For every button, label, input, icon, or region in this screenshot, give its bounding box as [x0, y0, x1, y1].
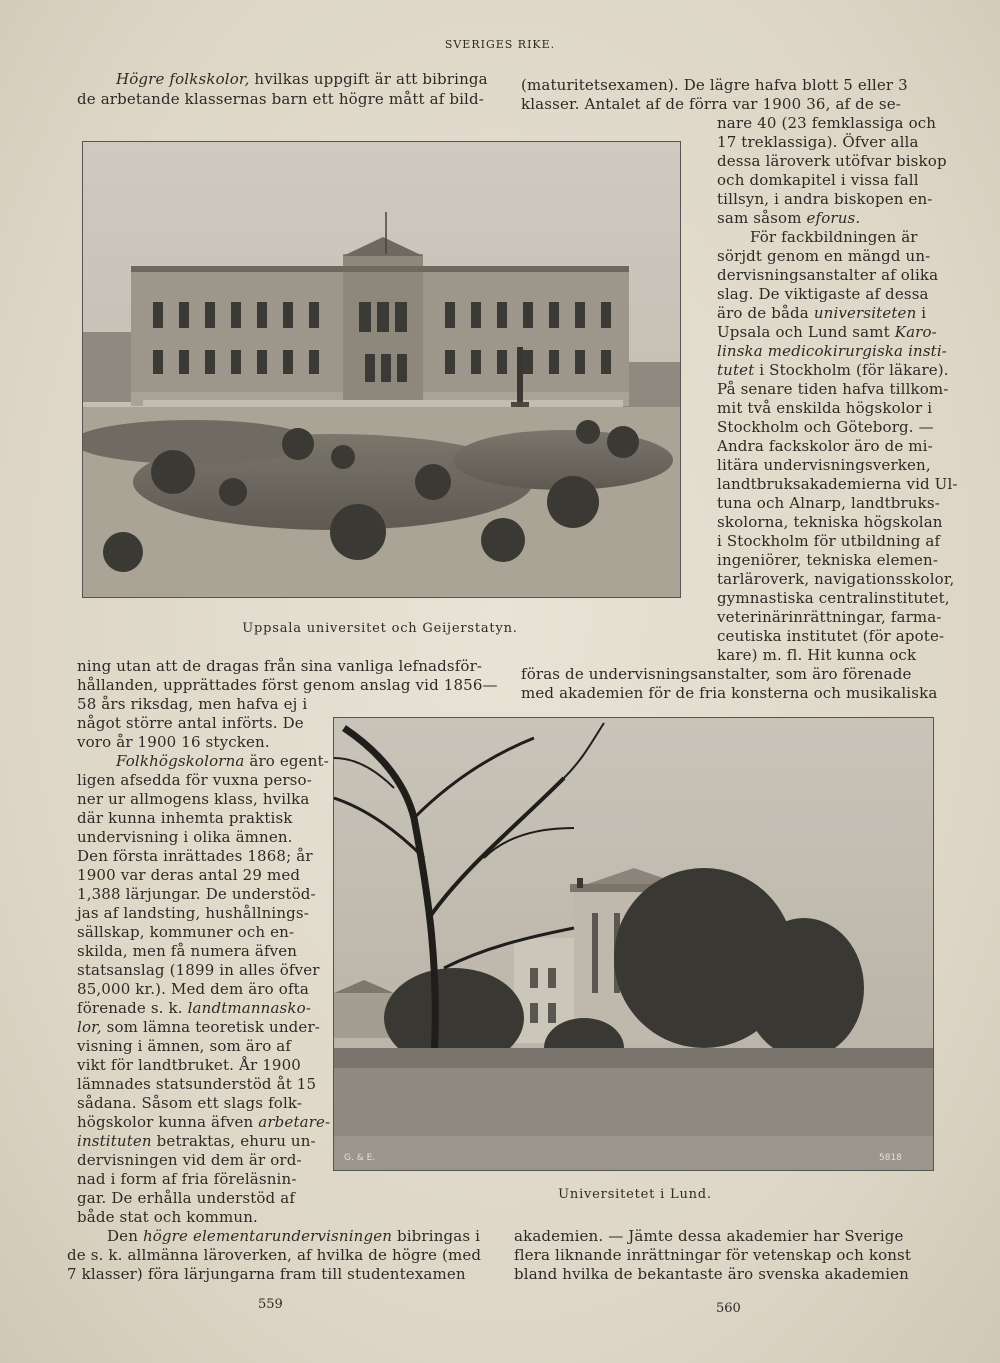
left-narrow-line: sådana. Såsom ett slags folk-	[77, 1094, 303, 1112]
left-continuation-line-4: något större antal införts. De	[77, 714, 304, 732]
uppsala-illustration	[83, 142, 680, 597]
right-narrow-line: och domkapitel i vissa fall	[717, 171, 919, 189]
right-karo-post: i Stockholm (för läkare).	[754, 361, 949, 379]
page-number-left: 559	[258, 1297, 283, 1312]
right-univ-post: i	[916, 304, 927, 322]
right-narrow-line: tarläroverk, navigationsskolor,	[717, 570, 955, 588]
left-narrow-line: ner ur allmogens klass, hvilka	[77, 790, 310, 808]
right-narrow-line: litära undervisningsverken,	[717, 456, 931, 474]
left-narrow-line: nad i form af fria föreläsnin-	[77, 1170, 297, 1188]
right-wide-line-1: (maturitetsexamen). De lägre hafva blott 5 eller 3	[521, 76, 908, 94]
right-universiteten-line	[717, 305, 926, 323]
right-wide-mid-line-2: med akademien för de fria konsterna och musikaliska	[521, 684, 938, 702]
right-narrow-line: sörjdt genom en mängd un-	[717, 247, 931, 265]
page-number-right: 560	[716, 1301, 741, 1316]
left-narrow-line: Den första inrättades 1868; år	[77, 847, 313, 865]
right-narrow-line: 17 treklassiga). Öfver alla	[717, 133, 919, 151]
right-narrow-line: tuna och Alnarp, landtbruks-	[717, 494, 940, 512]
left-narrow-line: skilda, men få numera äfven	[77, 942, 298, 960]
left-folkhog-rest: äro egent-	[244, 752, 329, 770]
left-final-line-2: 7 klasser) föra lärjungarna fram till studentexamen	[67, 1265, 466, 1283]
left-narrow-line: lämnades statsunderstöd åt 15	[77, 1075, 317, 1093]
left-continuation-line-1: ning utan att de dragas från sina vanliga lefnadsför-	[77, 657, 483, 675]
right-narrow-line: landtbruksakademierna vid Ul-	[717, 475, 958, 493]
right-narrow-line: tillsyn, i andra biskopen en-	[717, 190, 933, 208]
left-landtmanna-line-1	[77, 1000, 311, 1018]
left-intro-line-1-rest: hvilkas uppgift är att bibringa	[249, 70, 488, 88]
right-narrow-line: kare) m. fl. Hit kunna ock	[717, 646, 917, 664]
left-narrow-line: 1900 var deras antal 29 med	[77, 866, 301, 884]
left-narrow-line: statsanslag (1899 in alles öfver	[77, 961, 320, 979]
left-narrow-line: 85,000 kr.). Med dem äro ofta	[77, 980, 309, 998]
left-narrow-line: undervisning i olika ämnen.	[77, 828, 293, 846]
term-landtmannaskolor-1: landtmannasko-	[187, 999, 312, 1017]
term-arbetareinstituten-2: instituten	[77, 1132, 152, 1150]
left-narrow-line: visning i ämnen, som äro af	[77, 1037, 292, 1055]
left-continuation-line-5: voro år 1900 16 stycken.	[77, 733, 270, 751]
left-narrow-line: jas af landsting, hushållnings-	[77, 904, 310, 922]
left-narrow-line: både stat och kommun.	[77, 1208, 258, 1226]
left-narrow-line: där kunna inhemta praktisk	[77, 809, 293, 827]
left-narrow-line: dervisningen vid dem är ord-	[77, 1151, 302, 1169]
photo-lund-university	[333, 717, 934, 1171]
photo-mark-right: 5818	[879, 1153, 902, 1163]
term-eforus: eforus.	[806, 209, 861, 227]
right-narrow-line: gymnastiska centralinstitutet,	[717, 589, 950, 607]
left-narrow-line: ligen afsedda för vuxna perso-	[77, 771, 312, 789]
right-narrow-line: Stockholm och Göteborg. —	[717, 418, 934, 436]
left-narrow-line: gar. De erhålla understöd af	[77, 1189, 296, 1207]
right-narrow-line: För fackbildningen är	[750, 228, 918, 246]
right-karo-pre: Upsala och Lund samt	[717, 323, 895, 341]
left-arbetare-line-2	[77, 1133, 316, 1151]
right-wide-mid-line-1: föras de undervisningsanstalter, som äro förenade	[521, 665, 912, 683]
right-narrow-line: dessa läroverk utöfvar biskop	[717, 152, 947, 170]
right-narrow-line: mit två enskilda högskolor i	[717, 399, 933, 417]
right-eforus-line	[717, 210, 860, 228]
left-arbetare-line-1	[77, 1114, 330, 1132]
running-header: SVERIGES RIKE.	[444, 38, 556, 51]
left-final-line-1: de s. k. allmänna läroverken, af hvilka de högre (med	[67, 1246, 482, 1264]
term-hogre-elementarundervisningen: högre elementarundervisningen	[142, 1227, 393, 1245]
photo-uppsala-university	[82, 141, 681, 598]
right-eforus-pre: sam såsom	[717, 209, 807, 227]
right-narrow-line: veterinärinrättningar, farma-	[717, 608, 942, 626]
right-narrow-line: ingeniörer, tekniska elemen-	[717, 551, 939, 569]
left-landtmanna-line-2	[77, 1019, 320, 1037]
right-narrow-line: i Stockholm för utbildning af	[717, 532, 941, 550]
left-folkhogskolor-line	[116, 753, 329, 771]
left-elem-pre: Den	[107, 1227, 143, 1245]
left-narrow-line: sällskap, kommuner och en-	[77, 923, 295, 941]
right-final-line-2: flera liknande inrättningar för vetenskap och konst	[514, 1246, 912, 1264]
right-karolinska-line-3	[717, 362, 949, 380]
term-karolinska-2: linska medicokirurgiska insti-	[717, 342, 948, 360]
right-final-line-3: bland hvilka de bekantaste äro svenska akademien	[514, 1265, 909, 1283]
left-elementar-line	[107, 1228, 480, 1246]
left-continuation-line-2: hållanden, upprättades först genom anslag vid 1856—	[77, 676, 498, 694]
left-intro-line-2: de arbetande klassernas barn ett högre mått af bild-	[77, 90, 484, 108]
term-karolinska-1: Karo-	[894, 323, 937, 341]
photo-mark-left: G. & E.	[344, 1153, 376, 1163]
right-narrow-line: slag. De viktigaste af dessa	[717, 285, 929, 303]
right-final-line-1: akademien. — Jämte dessa akademier har Sverige	[514, 1227, 904, 1245]
left-intro-line-1	[116, 71, 488, 89]
left-continuation-line-3: 58 års riksdag, men hafva ej i	[77, 695, 308, 713]
right-narrow-line: dervisningsanstalter af olika	[717, 266, 939, 284]
right-narrow-line: Andra fackskolor äro de mi-	[717, 437, 933, 455]
term-folkhogskolorna: Folkhögskolorna	[116, 752, 245, 770]
figure-caption-lund: Universitetet i Lund.	[558, 1187, 712, 1202]
left-narrow-line: 1,388 lärjungar. De understöd-	[77, 885, 316, 903]
left-narrow-line: vikt för landtbruket. År 1900	[77, 1056, 301, 1074]
left-arbetare-post: betraktas, ehuru un-	[151, 1132, 316, 1150]
right-karolinska-line-1	[717, 324, 937, 342]
right-narrow-line: På senare tiden hafva tillkom-	[717, 380, 949, 398]
figure-caption-uppsala: Uppsala universitet och Geijerstatyn.	[242, 621, 518, 636]
right-narrow-line: skolorna, tekniska högskolan	[717, 513, 943, 531]
left-narrow-line: förenade s. k.	[77, 999, 183, 1017]
term-hogre-folkskolor: Högre folkskolor,	[116, 70, 250, 88]
left-arbetare-pre: högskolor kunna äfven	[77, 1113, 259, 1131]
term-landtmannaskolor-2: lor,	[77, 1018, 102, 1036]
left-landtmanna-rest: som lämna teoretisk under-	[101, 1018, 320, 1036]
term-arbetareinstituten-1: arbetare-	[258, 1113, 331, 1131]
right-narrow-line: nare 40 (23 femklassiga och	[717, 114, 937, 132]
term-karolinska-3: tutet	[717, 361, 755, 379]
right-univ-pre: äro de båda	[717, 304, 814, 322]
right-narrow-line: ceutiska institutet (för apote-	[717, 627, 945, 645]
right-karolinska-line-2	[717, 343, 947, 361]
left-elem-post: bibringas i	[392, 1227, 481, 1245]
term-universiteten: universiteten	[813, 304, 917, 322]
lund-illustration	[334, 718, 933, 1170]
right-wide-line-2: klasser. Antalet af de förra var 1900 36, af de se-	[521, 95, 901, 113]
